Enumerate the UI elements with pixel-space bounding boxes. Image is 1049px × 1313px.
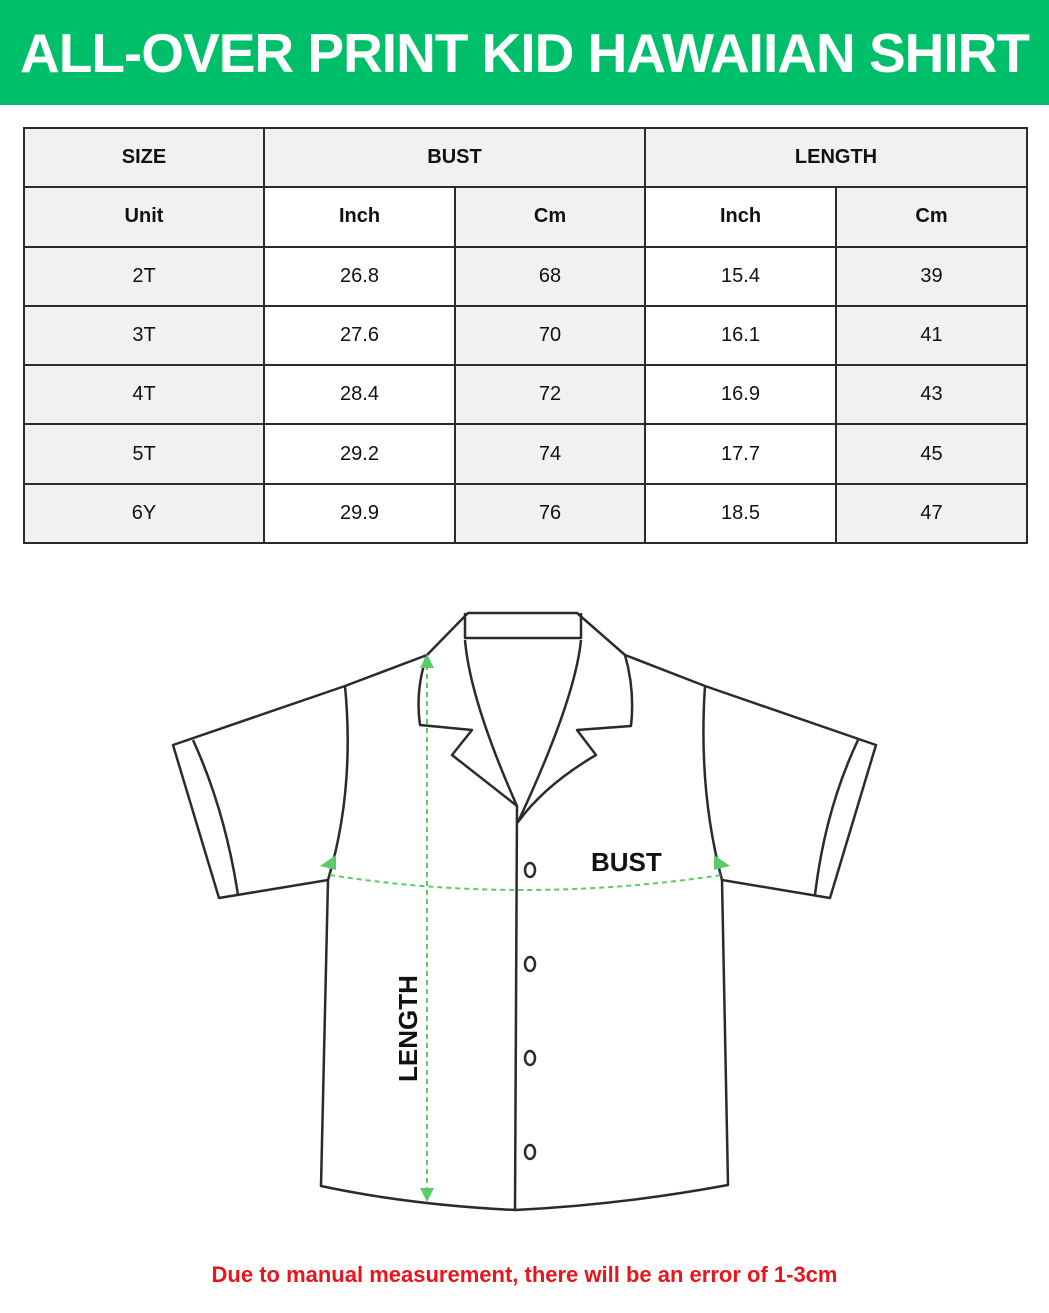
measurement-note: Due to manual measurement, there will be an error of 1-3cm: [211, 1262, 838, 1287]
cell: 4T: [24, 365, 264, 424]
page-title: ALL-OVER PRINT KID HAWAIIAN SHIRT: [0, 0, 1049, 105]
cell: 45: [836, 424, 1027, 483]
cell: 15.4: [645, 247, 836, 306]
length-label: LENGTH: [393, 975, 423, 1082]
cell: 76: [455, 484, 645, 543]
unit-bust-cm: Cm: [455, 187, 645, 246]
cell: 27.6: [264, 306, 455, 365]
cell: 17.7: [645, 424, 836, 483]
cell: 70: [455, 306, 645, 365]
bust-label: BUST: [591, 847, 662, 877]
size-chart-table: [23, 127, 1028, 544]
cell: 2T: [24, 247, 264, 306]
cell: 6Y: [24, 484, 264, 543]
table-row: [24, 424, 1027, 483]
cell: 47: [836, 484, 1027, 543]
cell: 16.1: [645, 306, 836, 365]
cell: 28.4: [264, 365, 455, 424]
shirt-outline: [173, 613, 876, 1210]
cell: 41: [836, 306, 1027, 365]
unit-label: Unit: [24, 187, 264, 246]
cell: 72: [455, 365, 645, 424]
cell: 68: [455, 247, 645, 306]
unit-row: [24, 187, 1027, 246]
group-header-row: [24, 128, 1027, 187]
cell: 5T: [24, 424, 264, 483]
header-bust: BUST: [264, 128, 645, 187]
cell: 29.9: [264, 484, 455, 543]
cell: 18.5: [645, 484, 836, 543]
unit-bust-inch: Inch: [264, 187, 455, 246]
table-row: [24, 365, 1027, 424]
shirt-diagram: [0, 560, 1049, 1240]
cell: 26.8: [264, 247, 455, 306]
unit-length-cm: Cm: [836, 187, 1027, 246]
table-row: [24, 306, 1027, 365]
header-length: LENGTH: [645, 128, 1027, 187]
cell: 43: [836, 365, 1027, 424]
header-size: SIZE: [24, 128, 264, 187]
cell: 74: [455, 424, 645, 483]
cell: 16.9: [645, 365, 836, 424]
cell: 39: [836, 247, 1027, 306]
table-row: [24, 247, 1027, 306]
table-row: [24, 484, 1027, 543]
cell: 3T: [24, 306, 264, 365]
unit-length-inch: Inch: [645, 187, 836, 246]
cell: 29.2: [264, 424, 455, 483]
